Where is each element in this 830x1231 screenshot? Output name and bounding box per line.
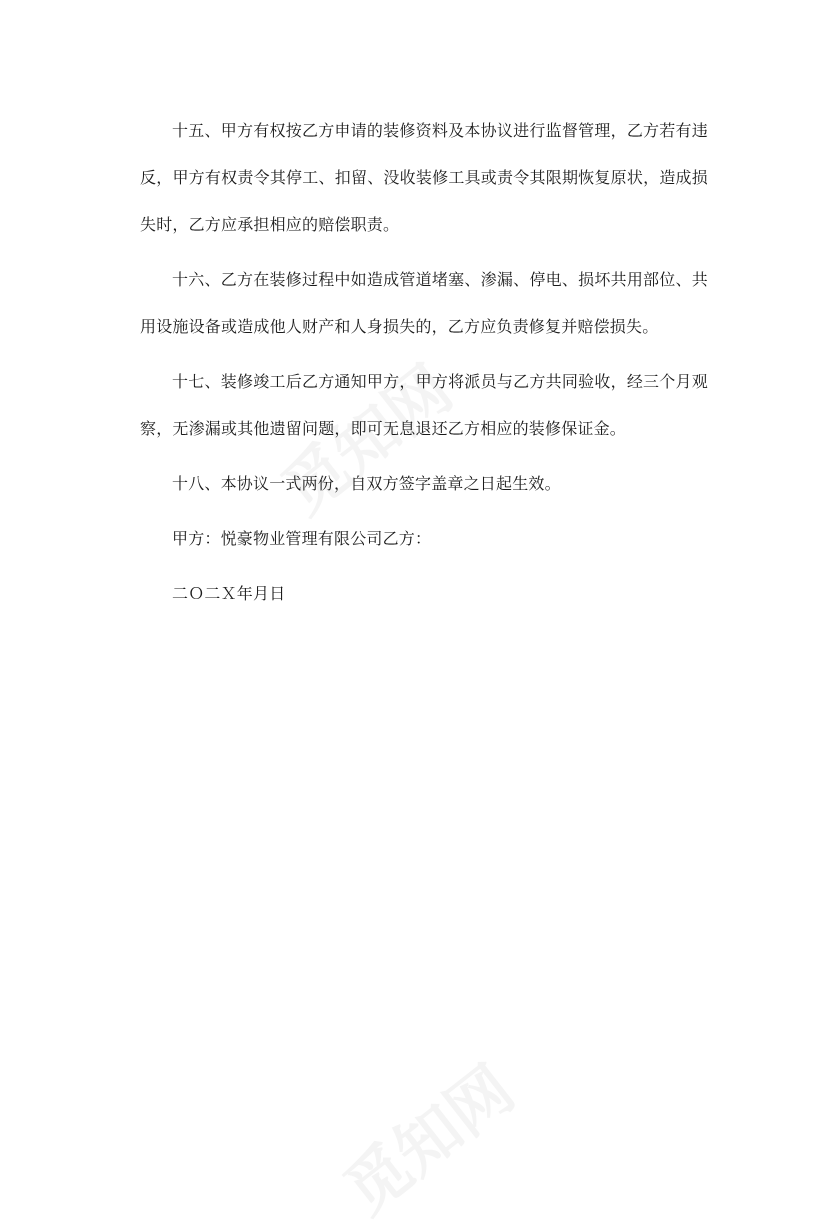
watermark — [322, 1041, 530, 1231]
date-line: 二Ｏ二Ｘ年月日 — [172, 584, 286, 603]
signature-line: 甲方：悦豪物业管理有限公司乙方： — [172, 529, 432, 548]
clause-17: 十七、装修竣工后乙方通知甲方，甲方将派员与乙方共同验收，经三个月观察，无渗漏或其他遗留问题，即可无息退还乙方相应的装修保证金。 — [140, 372, 708, 438]
clause-16: 十六、乙方在装修过程中如造成管道堵塞、渗漏、停电、损坏共用部位、共用设施设备或造成他人财产和人身损失的，乙方应负责修复并赔偿损失。 — [140, 270, 708, 336]
clause-15: 十五、甲方有权按乙方申请的装修资料及本协议进行监督管理，乙方若有违反，甲方有权责令其停工、扣留、没收装修工具或责令其限期恢复原状，造成损失时，乙方应承担相应的赔偿职责。 — [140, 121, 708, 234]
document-body — [140, 107, 708, 625]
clause-18: 十八、本协议一式两份，自双方签字盖章之日起生效。 — [172, 474, 561, 493]
